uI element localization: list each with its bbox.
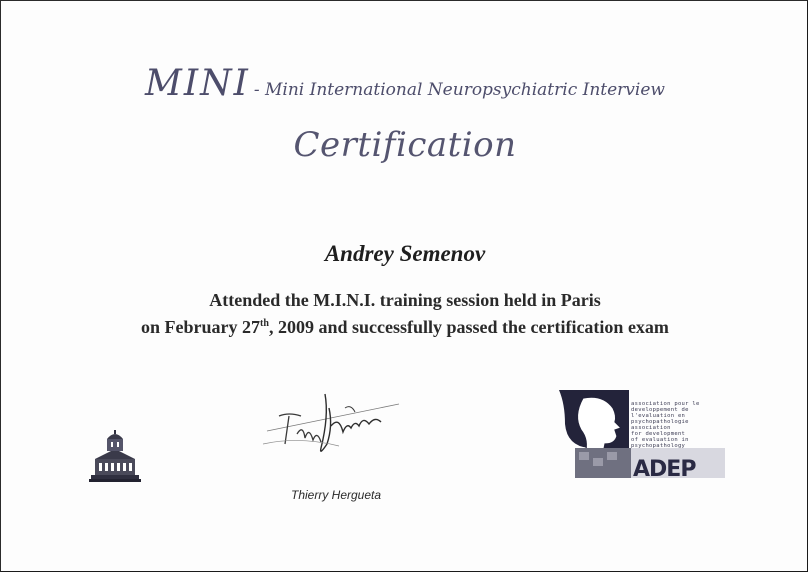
adep-text-line: for development: [631, 431, 686, 437]
adep-text-line: psychopathologie: [631, 419, 689, 425]
statement-ordinal: th: [260, 318, 269, 329]
signature-scribble: [259, 386, 409, 466]
statement-line-2-before: on February 27: [141, 317, 261, 337]
building-emblem-icon: [89, 429, 141, 483]
statement-text: [1, 289, 808, 339]
adep-text-line: developpement de: [631, 407, 689, 413]
adep-text-line: association pour le: [631, 401, 700, 407]
adep-text-line: psychopathology: [631, 443, 686, 449]
certificate-heading: [1, 63, 808, 104]
recipient-name: Andrey Semenov: [324, 241, 486, 266]
certification-title: Certification: [293, 125, 517, 165]
heading-mini: MINI: [145, 63, 250, 104]
adep-text-line: of evaluation in: [631, 437, 689, 443]
statement-line-2: [1, 312, 808, 339]
adep-text-line: l'evaluation en: [631, 413, 686, 419]
statement-line-1: Attended the M.I.N.I. training session held in Paris: [209, 290, 601, 310]
adep-text-line: association: [631, 425, 671, 431]
statement-line-2-after: , 2009 and successfully passed the certification exam: [268, 317, 669, 337]
signer-name: Thierry Hergueta: [291, 488, 382, 502]
heading-subtitle: - Mini International Neuropsychiatric Interview: [253, 80, 665, 100]
adep-text-block: [631, 401, 731, 449]
adep-wordmark: ADEP: [633, 457, 696, 482]
